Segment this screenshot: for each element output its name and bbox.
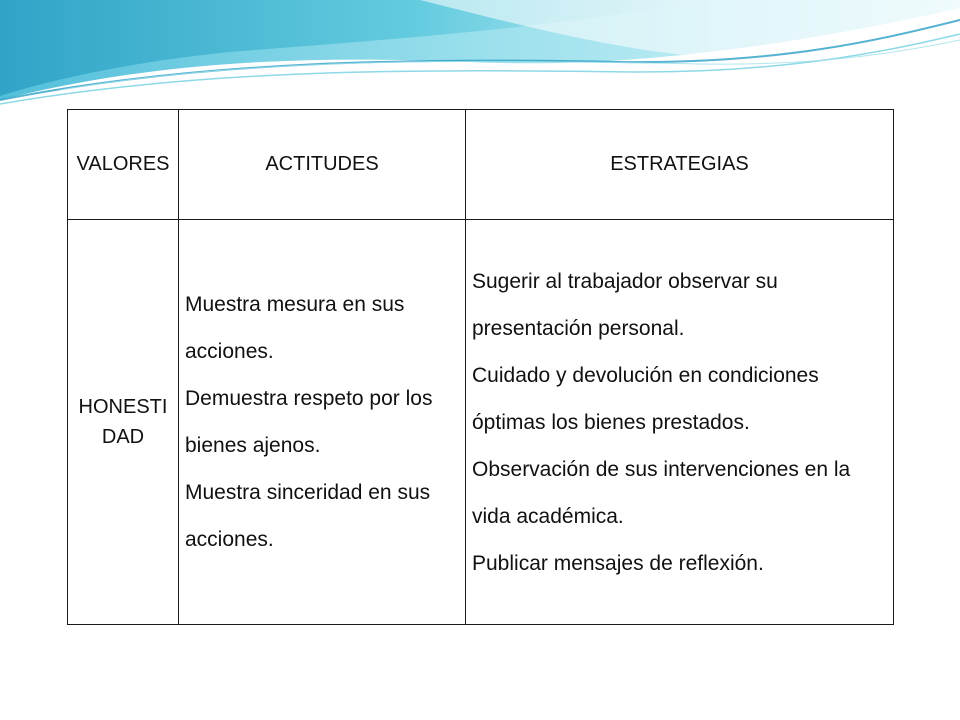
actitud-item: Muestra mesura en sus acciones. <box>185 293 405 363</box>
values-table <box>67 109 894 625</box>
cell-valor: HONESTI DAD <box>68 220 179 625</box>
table-header-row <box>68 110 894 220</box>
estrategia-item: Observación de sus intervenciones en la vida académica. <box>472 457 851 528</box>
estrategia-item: Sugerir al trabajador observar su presentación personal. <box>472 269 778 340</box>
cell-estrategias <box>466 220 894 625</box>
values-table-container <box>67 109 893 625</box>
table-row <box>68 220 894 625</box>
actitud-item: Demuestra respeto por los bienes ajenos. <box>185 387 433 457</box>
header-actitudes: ACTITUDES <box>179 110 466 220</box>
estrategia-item: Cuidado y devolución en condiciones óptimas los bienes prestados. <box>472 363 819 434</box>
decorative-wave-header <box>0 0 960 110</box>
cell-actitudes <box>179 220 466 625</box>
header-valores: VALORES <box>68 110 179 220</box>
actitud-item: Muestra sinceridad en sus acciones. <box>185 481 431 551</box>
estrategia-item: Publicar mensajes de reflexión. <box>472 551 764 575</box>
header-estrategias: ESTRATEGIAS <box>466 110 894 220</box>
